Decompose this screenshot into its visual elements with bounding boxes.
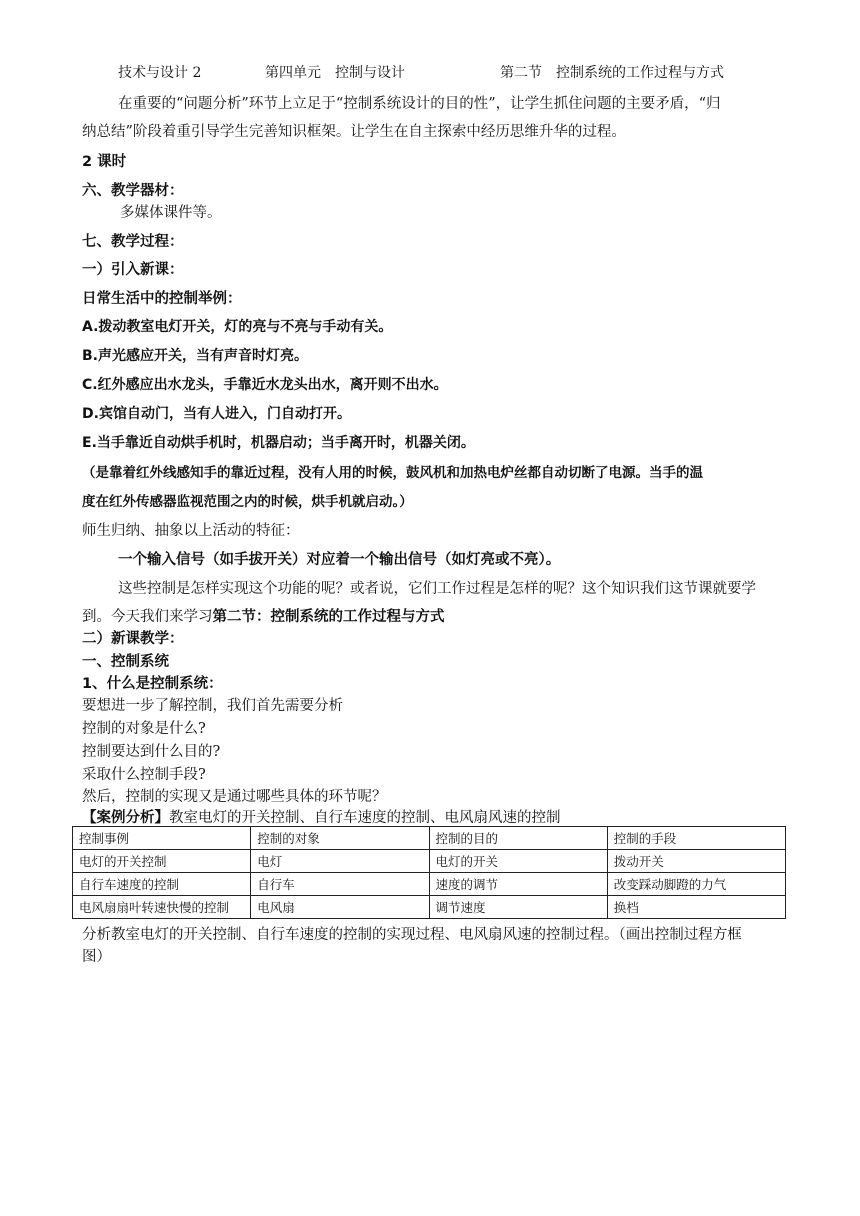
table-cell: 调节速度 — [429, 896, 607, 919]
example-e: E.当手靠近自动烘手机时，机器启动；当手离开时，机器关闭。 — [82, 435, 475, 451]
closing-line-1: 分析教室电灯的开关控制、自行车速度的控制的实现过程、电风扇风速的控制过程。（画出控制过程方框 — [82, 927, 742, 943]
table-cell: 速度的调节 — [429, 873, 607, 896]
table-header-row — [73, 827, 786, 850]
table-cell: 电灯的开关 — [429, 850, 607, 873]
header-course: 技术与设计 2 — [118, 65, 202, 81]
table-cell: 电风扇扇叶转速快慢的控制 — [73, 896, 251, 919]
class-hours: 2 课时 — [82, 154, 127, 170]
table-row — [73, 896, 786, 919]
table-cell: 换档 — [607, 896, 785, 919]
table-cell: 改变踩动脚蹬的力气 — [607, 873, 785, 896]
closing-line-2: 图） — [82, 949, 111, 965]
table-cell: 电灯 — [251, 850, 429, 873]
analysis-line-3: 控制要达到什么目的? — [82, 744, 221, 760]
table-header-cell: 控制的手段 — [607, 827, 785, 850]
case-line — [82, 806, 561, 827]
table-row — [73, 850, 786, 873]
table-cell: 电风扇 — [251, 896, 429, 919]
question-line-2-bold: 第二节：控制系统的工作过程与方式 — [212, 609, 445, 625]
question-line-2 — [82, 605, 445, 626]
case-text: 教室电灯的开关控制、自行车速度的控制、电风扇风速的控制 — [169, 810, 561, 826]
table-cell: 自行车 — [251, 873, 429, 896]
table-cell: 电灯的开关控制 — [73, 850, 251, 873]
note-line-1: （是靠着红外线感知手的靠近过程，没有人用的时候，鼓风机和加热电炉丝都自动切断了电源。当手的温 — [82, 465, 703, 481]
example-d: D.宾馆自动门，当有人进入，门自动打开。 — [82, 406, 351, 422]
table-header-cell: 控制事例 — [73, 827, 251, 850]
question-line-2-text: 到。今天我们来学习 — [82, 609, 213, 625]
summary-lead: 师生归纳、抽象以上活动的特征： — [82, 523, 300, 539]
example-a: A.拨动教室电灯开关，灯的亮与不亮与手动有关。 — [82, 319, 393, 335]
case-label: 【案例分析】 — [82, 810, 169, 826]
analysis-line-2: 控制的对象是什么? — [82, 721, 206, 737]
table-cell: 自行车速度的控制 — [73, 873, 251, 896]
sub1-heading: 1、什么是控制系统： — [82, 676, 223, 692]
table-cell: 拨动开关 — [607, 850, 785, 873]
part1-heading: 一、控制系统 — [82, 654, 169, 670]
analysis-line-1: 要想进一步了解控制，我们首先需要分析 — [82, 698, 343, 714]
table-header-cell: 控制的目的 — [429, 827, 607, 850]
materials-text: 多媒体课件等。 — [120, 205, 222, 221]
intro-line-1: 在重要的“问题分析”环节上立足于“控制系统设计的目的性”，让学生抓住问题的主要矛盾，“归 — [118, 96, 721, 112]
analysis-line-5: 然后，控制的实现又是通过哪些具体的环节呢？ — [82, 789, 387, 805]
table-row — [73, 873, 786, 896]
case-table — [72, 826, 786, 919]
analysis-line-4: 采取什么控制手段? — [82, 767, 206, 783]
header-section: 第二节 控制系统的工作过程与方式 — [500, 65, 724, 81]
example-c: C.红外感应出水龙头，手靠近水龙头出水，离开则不出水。 — [82, 377, 448, 393]
header-unit: 第四单元 控制与设计 — [265, 65, 405, 81]
intro-lesson-heading: 一）引入新课： — [82, 262, 184, 278]
process-heading: 七、教学过程： — [82, 234, 184, 250]
new-lesson-heading: 二）新课教学： — [82, 631, 184, 647]
note-line-2: 度在红外传感器监视范围之内的时候，烘手机就启动。） — [82, 494, 413, 510]
intro-line-2: 纳总结”阶段着重引导学生完善知识框架。让学生在自主探索中经历思维升华的过程。 — [82, 124, 626, 140]
examples-heading: 日常生活中的控制举例： — [82, 291, 242, 307]
table-header-cell: 控制的对象 — [251, 827, 429, 850]
question-line-1: 这些控制是怎样实现这个功能的呢？或者说，它们工作过程是怎样的呢？这个知识我们这节课就要学 — [118, 581, 756, 597]
materials-heading: 六、教学器材： — [82, 183, 184, 199]
summary-text: 一个输入信号（如手拔开关）对应着一个输出信号（如灯亮或不亮）。 — [118, 552, 561, 568]
example-b: B.声光感应开关，当有声音时灯亮。 — [82, 348, 308, 364]
